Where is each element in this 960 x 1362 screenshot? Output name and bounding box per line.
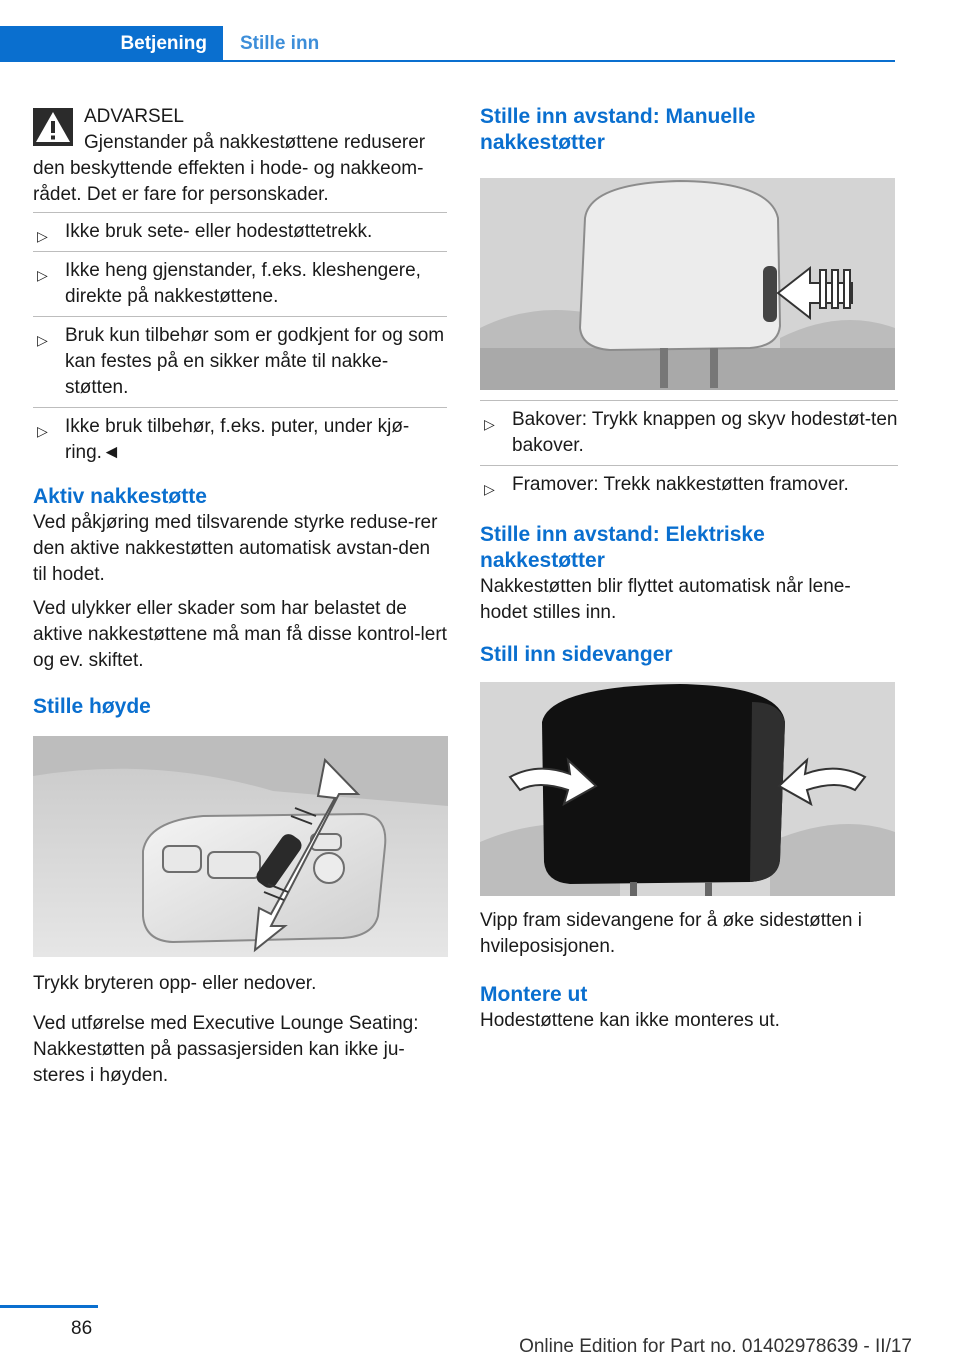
warning-title: ADVARSEL (84, 106, 184, 127)
heading-active-headrest: Aktiv nakkestøtte (33, 485, 207, 508)
warning-triangle-icon (33, 108, 73, 146)
side-wings-illustration (480, 682, 895, 896)
right-column (480, 104, 898, 1042)
page-header (0, 26, 319, 62)
triangle-bullet-icon: ▷ (37, 332, 48, 348)
edition-note: Online Edition for Part no. 01402978639 - II/17 (519, 1336, 912, 1357)
heading-side-wings: Still inn sidevanger (480, 643, 673, 666)
triangle-bullet-icon: ▷ (484, 481, 495, 497)
heading-adjust-height: Stille høyde (33, 695, 151, 718)
tab-betjening: Betjening (0, 26, 223, 62)
triangle-bullet-icon: ▷ (484, 416, 495, 432)
list-item (480, 400, 898, 465)
left-column (33, 104, 447, 1097)
list-item (33, 316, 447, 407)
list-item (480, 465, 898, 504)
side-wings-image (480, 682, 895, 896)
list-item-text: Ikke bruk tilbehør, f.eks. puter, under kjø-ring.◄ (65, 416, 410, 463)
heading-remove: Montere ut (480, 983, 588, 1006)
adjust-list (480, 400, 898, 504)
triangle-bullet-icon: ▷ (37, 267, 48, 283)
list-item-text: Bakover: Trykk knappen og skyv hodestøt-ten bakover. (512, 409, 898, 456)
warning-text-first-line: Gjenstander på nakkestøttene reduserer (84, 132, 426, 153)
warning-box (33, 104, 447, 472)
list-item-text: Ikke bruk sete- eller hodestøttetrekk. (65, 221, 373, 242)
footer-rule (0, 1305, 98, 1308)
paragraph: Nakkestøtten blir flyttet automatisk når lene-hodet stilles inn. (480, 576, 851, 623)
heading-electric-headrest: Stille inn avstand: Elektriske nakkestøtter (480, 523, 765, 572)
seat-switch-illustration (33, 736, 448, 957)
heading-manual-headrest: Stille inn avstand: Manuelle nakkestøtter (480, 105, 756, 154)
manual-headrest-image (480, 178, 895, 390)
paragraph: Hodestøttene kan ikke monteres ut. (480, 1010, 780, 1031)
paragraph: Ved påkjøring med tilsvarende styrke reduse-rer den aktive nakkestøtten automatisk avstan-den til hodet. (33, 512, 438, 585)
triangle-bullet-icon: ▷ (37, 423, 48, 439)
list-item-text: Framover: Trekk nakkestøtten framover. (512, 474, 849, 495)
warning-list (33, 212, 447, 472)
tab-stille-inn: Stille inn (240, 33, 320, 54)
paragraph: Ved ulykker eller skader som har belastet de aktive nakkestøttene må man få disse kontrol-lert og ev. skiftet. (33, 598, 447, 671)
list-item-text: Bruk kun tilbehør som er godkjent for og som kan festes på en sikker måte til nakke-støtten. (65, 325, 445, 398)
page-number: 86 (71, 1318, 93, 1339)
warning-text: den beskyttende effekten i hode- og nakkeom-rådet. Det er fare for personskader. (33, 158, 424, 205)
seat-switch-image (33, 736, 448, 957)
paragraph: Trykk bryteren opp- eller nedover. (33, 973, 317, 994)
manual-headrest-illustration (480, 178, 895, 390)
list-item (33, 407, 447, 472)
list-item-text: Ikke heng gjenstander, f.eks. kleshengere, direkte på nakkestøttene. (65, 260, 421, 307)
paragraph: Ved utførelse med Executive Lounge Seating: Nakkestøtten på passasjersiden kan ikke ju-steres i høyden. (33, 1013, 419, 1086)
triangle-bullet-icon: ▷ (37, 228, 48, 244)
list-item (33, 212, 447, 251)
paragraph: Vipp fram sidevangene for å øke sidestøtten i hvileposisjonen. (480, 910, 862, 957)
list-item (33, 251, 447, 316)
header-rule (0, 60, 895, 62)
